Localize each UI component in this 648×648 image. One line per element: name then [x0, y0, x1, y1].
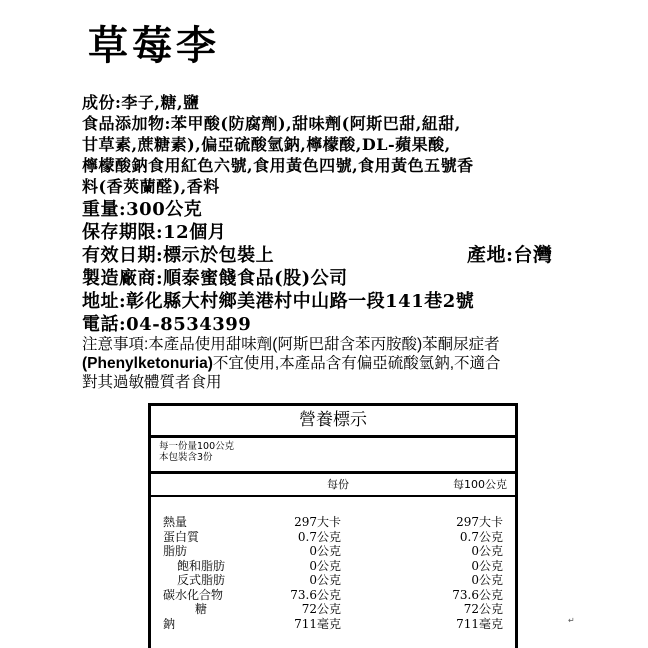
- nutrient-row-trans-fat: [151, 573, 515, 588]
- nutrition-rows: [151, 513, 515, 631]
- ingredients-block: [82, 92, 574, 197]
- nutrient-per-serving: 0公克: [309, 573, 341, 587]
- nutrition-column-headers: [151, 474, 515, 497]
- product-name: 草莓李: [88, 22, 220, 69]
- product-info-block: [82, 198, 582, 336]
- nutrient-per-100g: 0.7公克: [459, 529, 503, 544]
- per-serving-header: 每份: [327, 478, 349, 491]
- nutrient-row-fat: [151, 544, 515, 559]
- nutrient-name: 蛋白質: [163, 529, 200, 544]
- additives-line: 食品添加物:苯甲酸(防腐劑),甜味劑(阿斯巴甜,紐甜,: [82, 114, 461, 133]
- servings-per-package: 本包裝含3份: [159, 452, 213, 463]
- nutrient-per-serving: 72公克: [301, 602, 341, 616]
- nutrient-per-100g: 711毫克: [456, 616, 503, 631]
- ingredients-line: 成份:李子,糖,鹽: [82, 93, 200, 112]
- per-100g-header: 每100公克: [453, 478, 507, 491]
- nutrient-per-serving: 711毫克: [294, 616, 341, 631]
- address: 地址:彰化縣大村鄉美港村中山路一段141巷2號: [82, 291, 475, 312]
- nutrient-per-serving: 0.7公克: [297, 529, 341, 544]
- nutrient-per-100g: 297大卡: [456, 515, 503, 529]
- notice-line: 注意事項:本產品使用甜味劑(阿斯巴甜含苯丙胺酸)苯酮尿症者: [82, 336, 500, 353]
- nutrient-name: 飽和脂肪: [177, 558, 226, 573]
- notice-line: [82, 354, 582, 373]
- nutrient-per-serving: 73.6公克: [290, 587, 341, 602]
- nutrient-name: 反式脂肪: [177, 573, 226, 587]
- phone-number: 電話:04-8534399: [82, 314, 252, 335]
- notice-line: 對其過敏體質者食用: [82, 374, 222, 391]
- paragraph-return-icon: ↵: [568, 616, 575, 625]
- nutrient-row-carbohydrate: [151, 588, 515, 603]
- additives-line: 甘草素,蔗糖素),偏亞硫酸氫鈉,檸檬酸,DL-蘋果酸,: [82, 135, 451, 154]
- nutrition-facts-table: [148, 403, 518, 648]
- expiry-row: [82, 244, 582, 267]
- nutrient-name: 糖: [195, 602, 208, 616]
- nutrient-name: 熱量: [163, 515, 188, 529]
- nutrient-per-100g: 0公克: [471, 544, 503, 558]
- serving-size: 每一份量100公克: [159, 441, 235, 452]
- nutrient-row-sugar: [151, 602, 515, 617]
- notice-text: 不宜使用,本產品含有偏亞硫酸氫鈉,不適合: [212, 355, 501, 372]
- manufacturer: 製造廠商:順泰蜜餞食品(股)公司: [82, 268, 348, 289]
- nutrient-name: 碳水化合物: [163, 587, 224, 602]
- nutrient-row-sodium: [151, 617, 515, 632]
- country-of-origin: 產地:台灣: [467, 244, 553, 266]
- nutrient-name: 鈉: [163, 616, 176, 631]
- phenylketonuria-term: (Phenylketonuria): [82, 355, 213, 372]
- additives-line: 檸檬酸鈉食用紅色六號,食用黃色四號,食用黃色五號香: [82, 156, 474, 175]
- expiry-date: 有效日期:標示於包裝上: [82, 245, 275, 266]
- nutrient-per-serving: 0公克: [309, 544, 341, 558]
- nutrient-per-100g: 72公克: [463, 602, 503, 616]
- serving-info: [151, 438, 515, 474]
- nutrient-per-100g: 73.6公克: [452, 587, 503, 602]
- nutrient-row-energy: [151, 515, 515, 530]
- net-weight: 重量:300公克: [82, 199, 203, 220]
- shelf-life: 保存期限:12個月: [82, 222, 227, 243]
- nutrition-spacer: [151, 497, 515, 513]
- warning-notice: [82, 335, 582, 392]
- nutrient-per-100g: 0公克: [471, 573, 503, 587]
- nutrient-row-saturated-fat: [151, 559, 515, 574]
- nutrient-per-serving: 0公克: [309, 558, 341, 573]
- additives-line: 料(香莢蘭醛),香料: [82, 177, 220, 196]
- nutrient-per-serving: 297大卡: [294, 515, 341, 529]
- nutrient-per-100g: 0公克: [471, 558, 503, 573]
- nutrient-row-protein: [151, 530, 515, 545]
- nutrition-title: 營養標示: [151, 406, 515, 438]
- nutrient-name: 脂肪: [163, 544, 188, 558]
